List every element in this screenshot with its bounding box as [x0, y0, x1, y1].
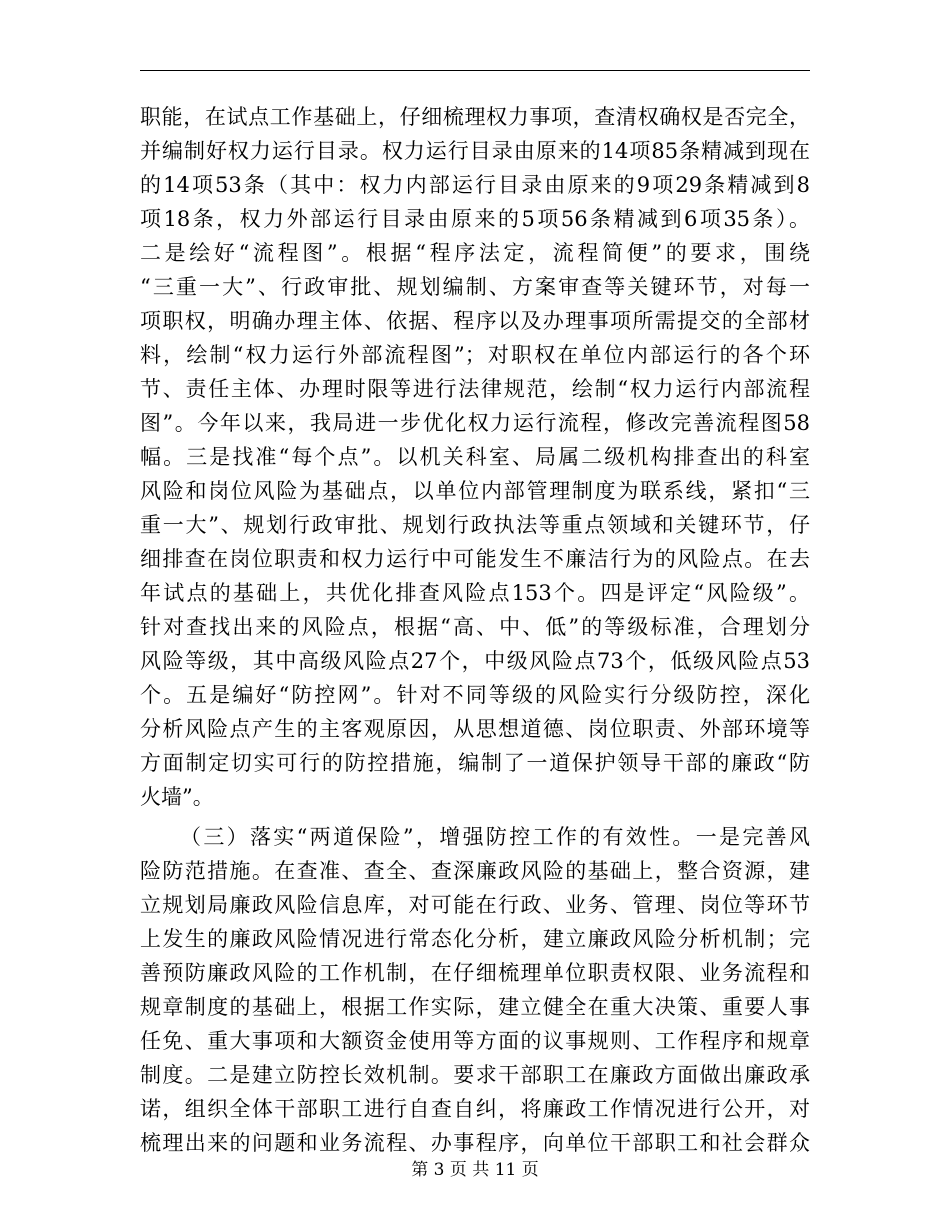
text-line: 重一大”、规划行政审批、规划行政执法等重点领域和关键环节，仔: [140, 513, 810, 537]
paragraph-1: [140, 100, 810, 814]
text-line: 并编制好权力运行目录。权力运行目录由原来的14项85条精减到现在: [140, 139, 810, 163]
text-line: “三重一大”、行政审批、规划编制、方案审查等关键环节，对每一: [140, 275, 810, 299]
header-rule: [140, 70, 810, 71]
text-line: 制度。二是建立防控长效机制。要求干部职工在廉政方面做出廉政承: [140, 1063, 810, 1087]
text-line: 细排查在岗位职责和权力运行中可能发生不廉洁行为的风险点。在去: [140, 547, 810, 571]
text-line: 险防范措施。在查准、查全、查深廉政风险的基础上，整合资源，建: [140, 859, 810, 883]
text-line: 诺，组织全体干部职工进行自查自纠，将廉政工作情况进行公开，对: [140, 1097, 810, 1121]
text-line: 二是绘好“流程图”。根据“程序法定，流程简便”的要求，围绕: [140, 241, 810, 265]
text-line: 任免、重大事项和大额资金使用等方面的议事规则、工作程序和规章: [140, 1029, 810, 1053]
text-line: 的14项53条（其中：权力内部运行目录由原来的9项29条精减到8: [140, 173, 810, 197]
text-line: 节、责任主体、办理时限等进行法律规范，绘制“权力运行内部流程: [140, 377, 810, 401]
text-line: 分析风险点产生的主客观原因，从思想道德、岗位职责、外部环境等: [140, 717, 810, 741]
text-line: 规章制度的基础上，根据工作实际，建立健全在重大决策、重要人事: [140, 995, 810, 1019]
paragraph-2: [140, 820, 810, 1160]
text-line: 幅。三是找准“每个点”。以机关科室、局属二级机构排查出的科室: [140, 445, 810, 469]
text-line: 立规划局廉政风险信息库，对可能在行政、业务、管理、岗位等环节: [140, 893, 810, 917]
text-line: 年试点的基础上，共优化排查风险点153个。四是评定“风险级”。: [140, 581, 810, 605]
text-line: 风险和岗位风险为基础点，以单位内部管理制度为联系线，紧扣“三: [140, 479, 810, 503]
text-line: 项职权，明确办理主体、依据、程序以及办理事项所需提交的全部材: [140, 309, 810, 333]
text-line: 职能，在试点工作基础上，仔细梳理权力事项，查清权确权是否完全，: [140, 105, 810, 129]
text-line: 火墙”。: [140, 785, 214, 809]
text-line: 料，绘制“权力运行外部流程图”；对职权在单位内部运行的各个环: [140, 343, 810, 367]
text-line: 善预防廉政风险的工作机制，在仔细梳理单位职责权限、业务流程和: [140, 961, 810, 985]
text-line: 图”。今年以来，我局进一步优化权力运行流程，修改完善流程图58: [140, 411, 810, 435]
text-line: 个。五是编好“防控网”。针对不同等级的风险实行分级防控，深化: [140, 683, 810, 707]
text-line: 项18条，权力外部运行目录由原来的5项56条精减到6项35条）。: [140, 207, 810, 231]
text-line: 方面制定切实可行的防控措施，编制了一道保护领导干部的廉政“防: [140, 751, 810, 775]
text-line: 风险等级，其中高级风险点27个，中级风险点73个，低级风险点53: [140, 649, 810, 673]
text-line: 针对查找出来的风险点，根据“高、中、低”的等级标准，合理划分: [140, 615, 810, 639]
page-number: 第 3 页 共 11 页: [411, 1160, 539, 1180]
text-line: 梳理出来的问题和业务流程、办事程序，向单位干部职工和社会群众: [140, 1131, 810, 1155]
document-body: [140, 100, 810, 1160]
text-line: （三）落实“两道保险”，增强防控工作的有效性。一是完善风: [180, 825, 810, 849]
text-line: 上发生的廉政风险情况进行常态化分析，建立廉政风险分析机制；完: [140, 927, 810, 951]
